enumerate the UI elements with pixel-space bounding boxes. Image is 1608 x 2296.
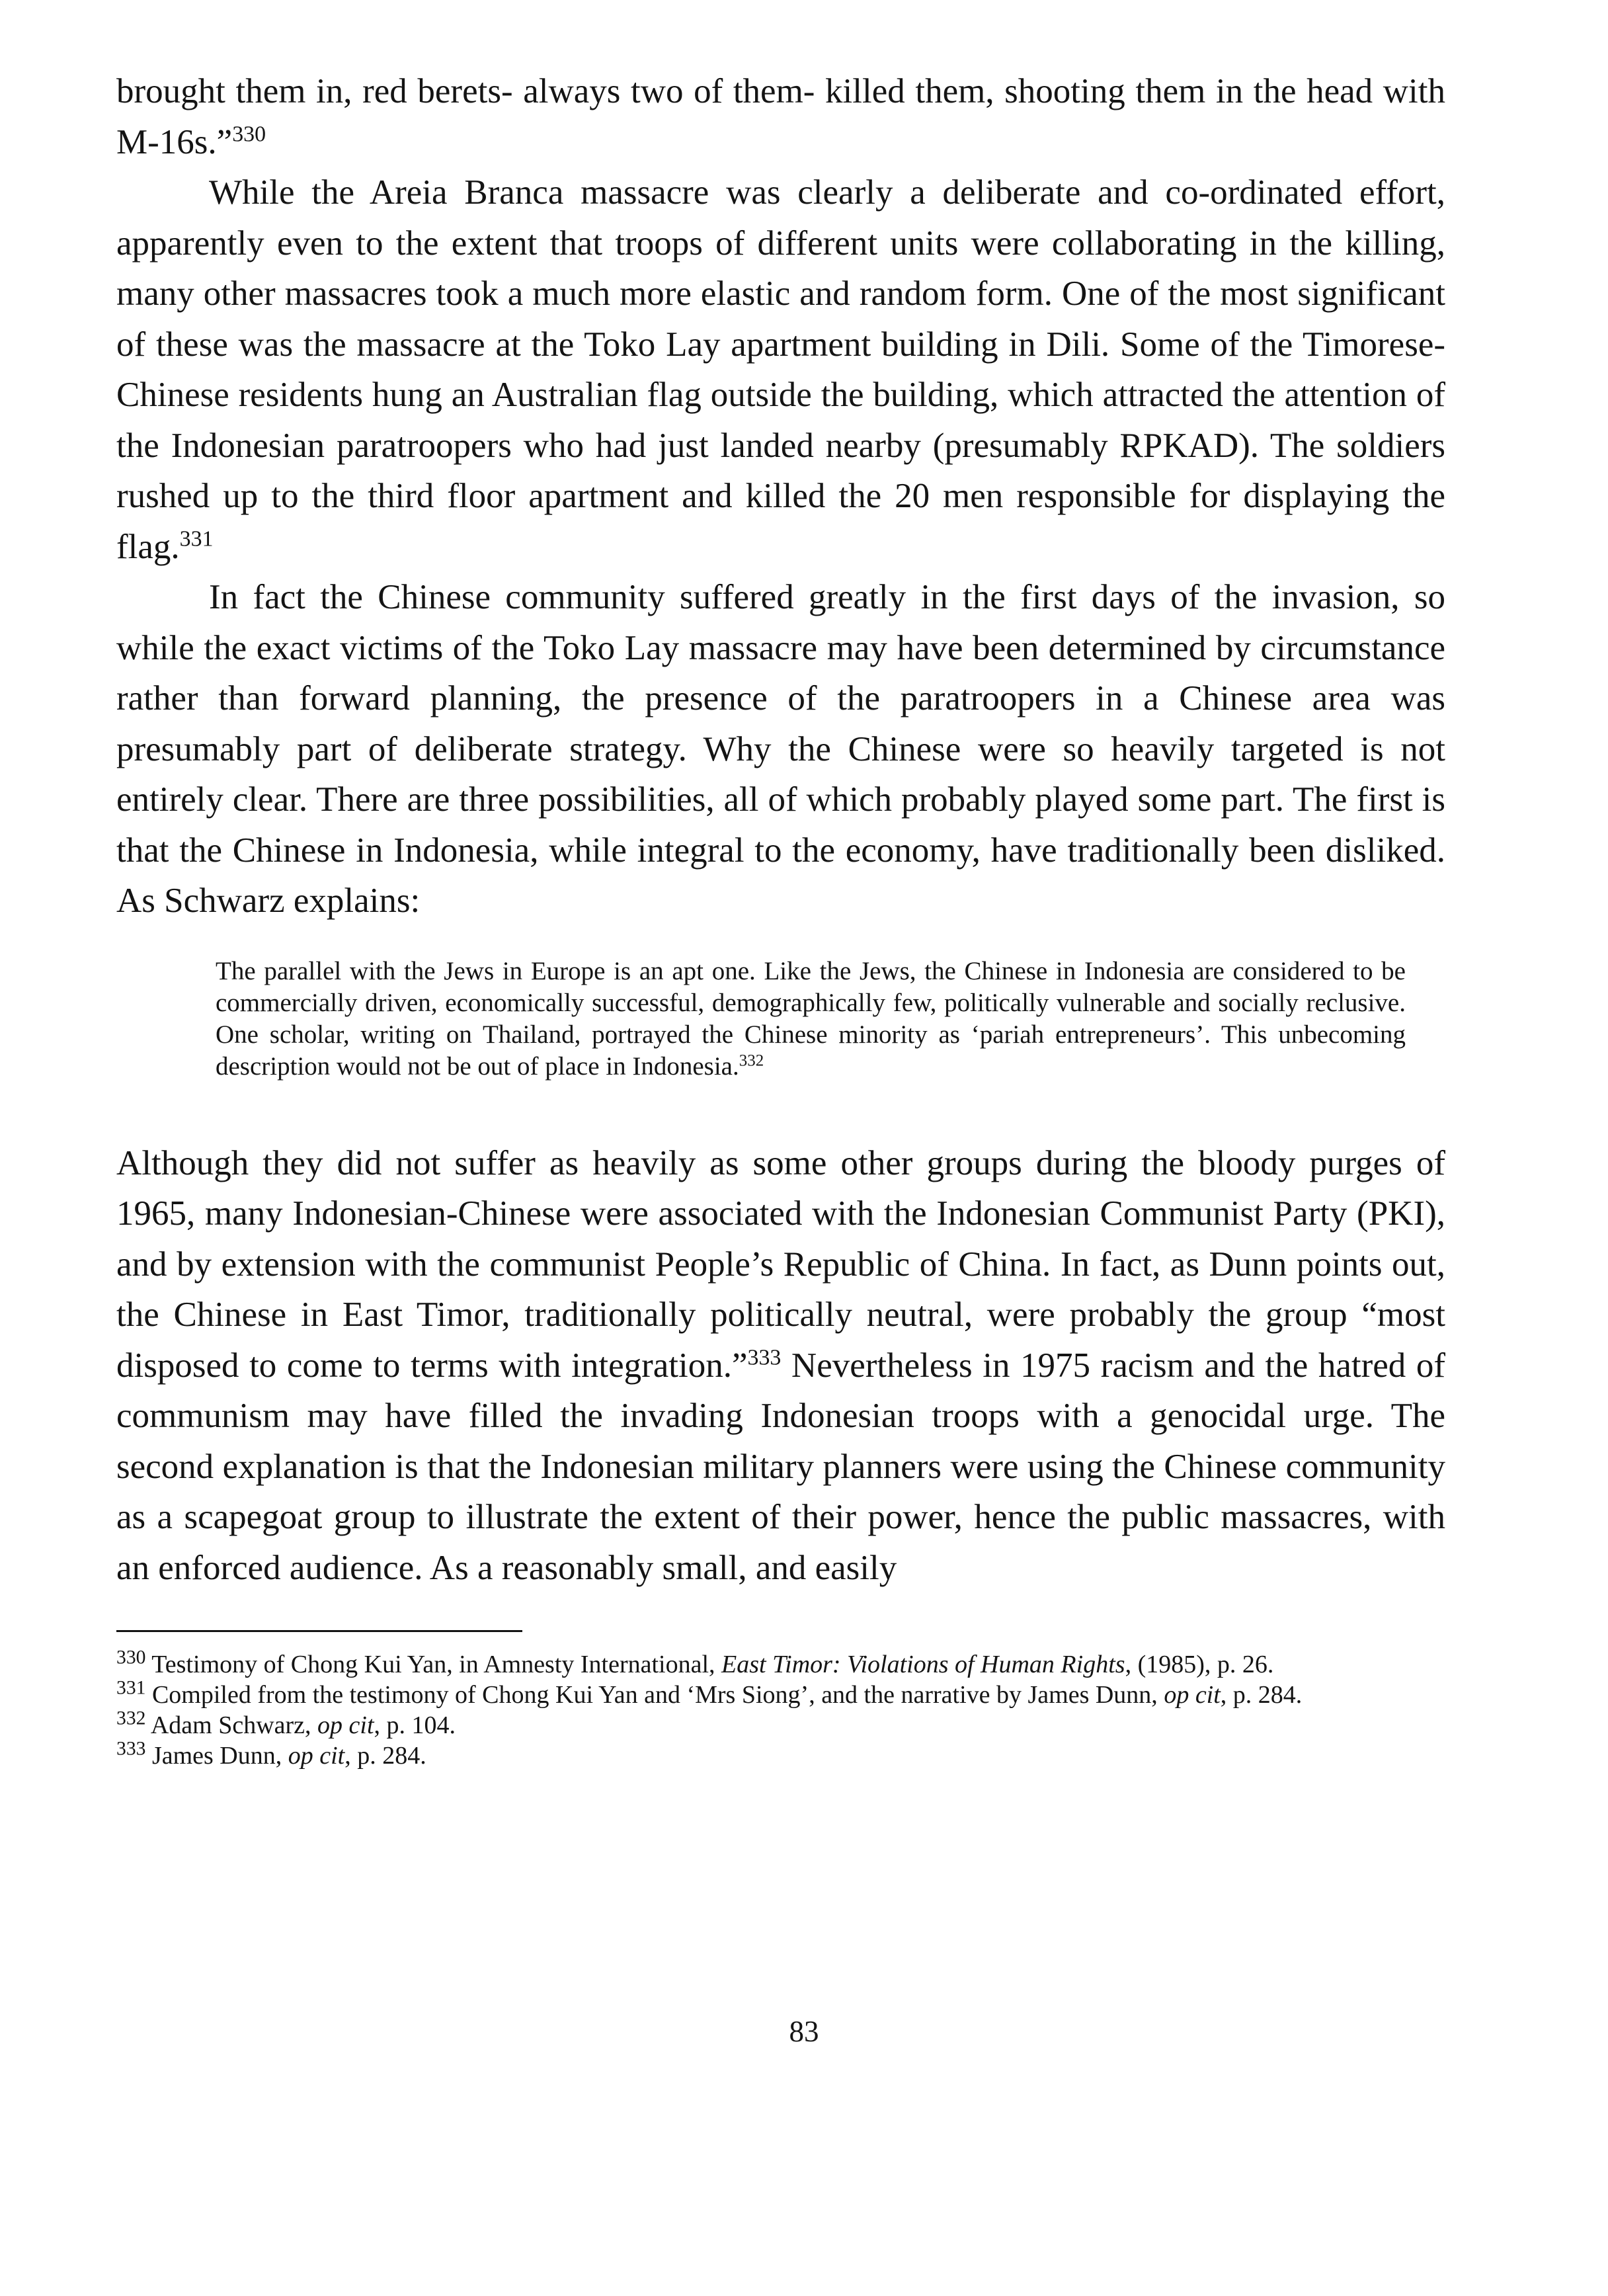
footnote-number: 331 [116,1677,146,1699]
footnote-ref-330: 330 [232,121,266,146]
footnote-text: Adam Schwarz, [145,1711,318,1739]
footnote-331 [116,1677,1445,1710]
footnote-divider [116,1630,522,1632]
footnote-title: op cit [1164,1681,1221,1709]
paragraph-1-text: brought them in, red berets- always two of them- killed them, shooting them in the head with M-16s.” [116,72,1445,161]
footnote-text-end: , p. 284. [1220,1681,1303,1709]
paragraph-1 [116,66,1445,167]
block-quote [216,956,1406,1083]
footnote-number: 332 [116,1707,146,1729]
footnote-text: Compiled from the testimony of Chong Kui Yan and ‘Mrs Siong’, and the narrative by James Dunn, [145,1681,1164,1709]
footnote-333 [116,1738,1445,1771]
footnote-title: op cit [288,1742,345,1770]
footnote-ref-333: 333 [747,1344,782,1370]
paragraph-3-text: In fact the Chinese community suffered greatly in the first days of the invasion, so while the exact victims of the Toko Lay massacre may have been determined by circumstance rather than forward planning, the presence of the paratroopers in a Chinese area was presumably part of deliberate strategy. Why the Chinese were so heavily targeted is not entirely clear. There are three possibilities, all of which probably played some part. The first is that the Chinese in Indonesia, while integral to the economy, have traditionally been disliked. As Schwarz explains: [116,578,1445,920]
footnote-text-end: , (1985), p. 26. [1125,1651,1274,1678]
footnote-number: 333 [116,1738,146,1760]
paragraph-4-text-a: Although they did not suffer as heavily as some other groups during the bloody purges of 1965, many Indonesian-Chinese were associated with the Indonesian Communist Party (PKI), and by extension with the communist People’s Republic of China. In fact, as Dunn points out, the Chinese in East Timor, traditionally politically neutral, were probably the group “most disposed to come to terms with integration.” [116,1143,1445,1385]
footnote-text: James Dunn, [145,1742,288,1770]
footnote-text-end: , p. 284. [344,1742,426,1770]
paragraph-2-text: While the Areia Branca massacre was clearly a deliberate and co-ordinated effort, apparently even to the extent that troops of different units were collaborating in the killing, many other massacres took a much more elastic and random form. One of the most significant of these was the massacre at the Toko Lay apartment building in Dili. Some of the Timorese-Chinese residents hung an Australian flag outside the building, which attracted the attention of the Indonesian paratroopers who had just landed nearby (presumably RPKAD). The soldiers rushed up to the third floor apartment and killed the 20 men responsible for displaying the flag. [116,173,1445,566]
document-page [116,66,1445,1771]
paragraph-4-text-b: Nevertheless in 1975 racism and the hatred of communism may have filled the invading Indonesian troops with a genocidal urge. The second explanation is that the Indonesian military planners were using the Chinese community as a scapegoat group to illustrate the extent of their power, hence the public massacres, with an enforced audience. As a reasonably small, and easily [116,1346,1445,1587]
footnote-text: Testimony of Chong Kui Yan, in Amnesty International, [145,1651,722,1678]
footnote-title: East Timor: Violations of Human Rights [721,1651,1125,1678]
footnote-number: 330 [116,1647,146,1668]
block-quote-text: The parallel with the Jews in Europe is an apt one. Like the Jews, the Chinese in Indonesia are considered to be commercially driven, economically successful, demographically few, politically vulnerable and socially reclusive. One scholar, writing on Thailand, portrayed the Chinese minority as ‘pariah entrepreneurs’. This unbecoming description would not be out of place in Indonesia. [216,956,1406,1081]
footnote-title: op cit [317,1711,374,1739]
footnotes [116,1649,1445,1771]
footnote-330 [116,1649,1445,1680]
paragraph-4 [116,1138,1445,1594]
paragraph-2 [116,167,1445,572]
paragraph-3 [116,572,1445,926]
page-number: 83 [789,2015,819,2048]
footnote-332 [116,1707,1445,1741]
footnote-text-end: , p. 104. [374,1711,456,1739]
footnote-ref-332: 332 [739,1051,764,1069]
footnote-ref-331: 331 [179,526,214,551]
